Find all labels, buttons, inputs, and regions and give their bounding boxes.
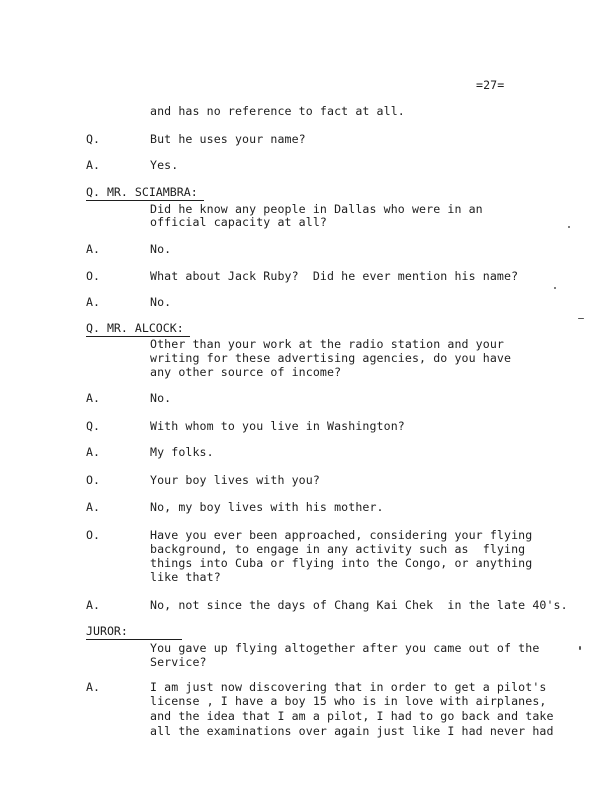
- testimony-line: No, my boy lives with his mother.: [150, 500, 384, 514]
- testimony-line: I am just now discovering that in order to get a pilot's: [150, 680, 547, 694]
- testimony-line: license , I have a boy 15 who is in love with airplanes,: [150, 694, 547, 708]
- testimony-line: any other source of income?: [150, 365, 342, 379]
- testimony-line: No, not since the days of Chang Kai Chek in the late 40's.: [150, 598, 568, 612]
- testimony-line: and the idea that I am a pilot, I had to go back and take: [150, 709, 554, 723]
- scan-speck: [578, 318, 584, 319]
- speaker-label: O.: [86, 528, 100, 542]
- testimony-line: My folks.: [150, 445, 214, 459]
- speaker-label: A.: [86, 680, 100, 694]
- testimony-line: background, to engage in any activity such as flying: [150, 542, 526, 556]
- speaker-label: A.: [86, 242, 100, 256]
- examiner-header: Q. MR. ALCOCK:: [86, 320, 190, 337]
- testimony-line: What about Jack Ruby? Did he ever mention his name?: [150, 269, 519, 283]
- testimony-line: You gave up flying altogether after you came out of the: [150, 641, 540, 655]
- speaker-label: A.: [86, 500, 100, 514]
- testimony-line: Your boy lives with you?: [150, 473, 320, 487]
- testimony-line: like that?: [150, 570, 221, 584]
- testimony-line: official capacity at all?: [150, 215, 328, 229]
- testimony-line: writing for these advertising agencies, do you have: [150, 351, 512, 365]
- scan-speck: [568, 226, 570, 228]
- testimony-line: Did he know any people in Dallas who were in an: [150, 202, 483, 216]
- testimony-line: No.: [150, 391, 172, 405]
- speaker-label: Q.: [86, 132, 100, 146]
- scan-speck: [579, 646, 581, 650]
- speaker-label: A.: [86, 295, 100, 309]
- speaker-label: O.: [86, 269, 100, 283]
- speaker-label: O.: [86, 473, 100, 487]
- speaker-label: A.: [86, 445, 100, 459]
- testimony-line: No.: [150, 242, 172, 256]
- testimony-line: Have you ever been approached, considering your flying: [150, 528, 533, 542]
- examiner-header: Q. MR. SCIAMBRA:: [86, 184, 204, 201]
- speaker-label: A.: [86, 158, 100, 172]
- testimony-line: No.: [150, 295, 172, 309]
- speaker-label: A.: [86, 598, 100, 612]
- testimony-line: Yes.: [150, 158, 179, 172]
- testimony-line: Service?: [150, 655, 207, 669]
- page-number: =27=: [476, 78, 505, 92]
- examiner-header: JUROR:: [86, 623, 182, 640]
- testimony-line: things into Cuba or flying into the Congo, or anything: [150, 556, 533, 570]
- scan-speck: [554, 287, 556, 289]
- speaker-label: Q.: [86, 419, 100, 433]
- testimony-line: But he uses your name?: [150, 132, 306, 146]
- testimony-line: Other than your work at the radio station and your: [150, 337, 505, 351]
- speaker-label: A.: [86, 391, 100, 405]
- testimony-line: With whom to you live in Washington?: [150, 419, 405, 433]
- testimony-line: all the examinations over again just like I had never had: [150, 724, 554, 738]
- continuation-line: and has no reference to fact at all.: [150, 104, 405, 118]
